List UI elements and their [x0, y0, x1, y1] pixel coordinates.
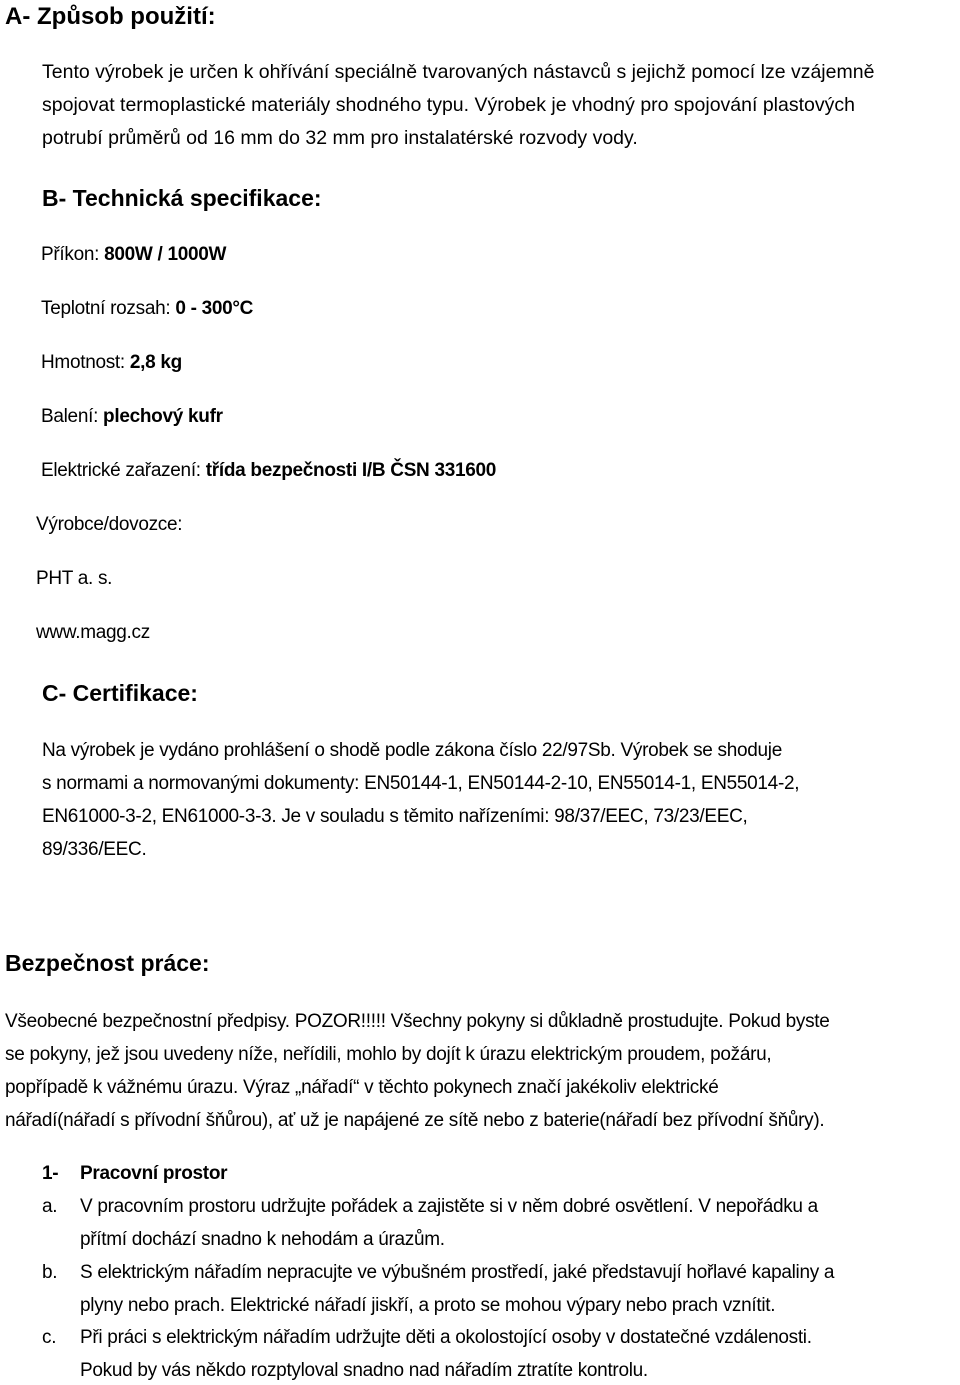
section-c-line: Na výrobek je vydáno prohlášení o shodě podle zákona číslo 22/97Sb. Výrobek se shoduje — [42, 740, 782, 761]
safety-line: se pokyny, jež jsou uvedeny níže, neřídili, mohlo by dojít k úrazu elektrickým proudem, požáru, — [5, 1044, 772, 1065]
spec-row-power — [41, 244, 226, 266]
spec-value: 0 - 300°C — [175, 298, 254, 319]
section-a-heading: A- Způsob použití: — [5, 3, 216, 30]
spec-label: Balení: — [41, 406, 99, 427]
spec-row-electrical-class — [41, 460, 496, 482]
list-item-marker: a. — [42, 1196, 58, 1217]
subsection-title: Pracovní prostor — [80, 1163, 228, 1184]
manufacturer-website: www.magg.cz — [36, 622, 150, 643]
spec-label: Elektrické zařazení: — [41, 460, 201, 481]
list-item-line: přítmí dochází snadno k nehodám a úrazům. — [80, 1229, 445, 1250]
spec-row-weight — [41, 352, 182, 374]
section-b-heading: B- Technická specifikace: — [42, 185, 322, 211]
spec-value: třída bezpečnosti I/B ČSN 331600 — [205, 460, 497, 481]
subsection-number: 1- — [42, 1163, 59, 1184]
section-c-line: EN61000-3-2, EN61000-3-3. Je v souladu s těmito nařízeními: 98/37/EEC, 73/23/EEC, — [42, 806, 748, 827]
list-item-marker: c. — [42, 1327, 57, 1348]
section-c-line: s normami a normovanými dokumenty: EN50144-1, EN50144-2-10, EN55014-1, EN55014-2, — [42, 773, 800, 794]
safety-heading: Bezpečnost práce: — [5, 950, 210, 976]
section-c-line: 89/336/EEC. — [42, 839, 147, 860]
spec-label: Příkon: — [41, 244, 100, 265]
section-a-line: spojovat termoplastické materiály shodného typu. Výrobek je vhodný pro spojování plastových — [42, 94, 855, 116]
safety-line: popřípadě k vážnému úrazu. Výraz „nářadí“ v těchto pokynech značí jakékoliv elektrické — [5, 1077, 719, 1098]
section-c-heading: C- Certifikace: — [42, 680, 198, 706]
spec-label: Teplotní rozsah: — [41, 298, 171, 319]
manufacturer-name: PHT a. s. — [36, 568, 113, 589]
list-item-line: S elektrickým nářadím nepracujte ve výbušném prostředí, jaké představují hořlavé kapaliny a — [80, 1262, 835, 1283]
spec-row-packaging — [41, 406, 223, 428]
spec-row-temperature — [41, 298, 253, 320]
spec-label: Hmotnost: — [41, 352, 125, 373]
manufacturer-label: Výrobce/dovozce: — [36, 514, 183, 535]
list-item-line: Pokud by vás někdo rozptyloval snadno nad nářadím ztratíte kontrolu. — [80, 1360, 648, 1381]
safety-line: Všeobecné bezpečnostní předpisy. POZOR!!!!! Všechny pokyny si důkladně prostudujte. Pokud byste — [5, 1011, 830, 1032]
section-a-line: potrubí průměrů od 16 mm do 32 mm pro instalatérské rozvody vody. — [42, 127, 638, 149]
list-item-line: V pracovním prostoru udržujte pořádek a zajistěte si v něm dobré osvětlení. V nepořádku a — [80, 1196, 818, 1217]
spec-value: 800W / 1000W — [104, 244, 227, 265]
list-item-marker: b. — [42, 1262, 58, 1283]
list-item-line: plyny nebo prach. Elektrické nářadí jiskří, a proto se mohou výpary nebo prach vznítit. — [80, 1295, 776, 1316]
spec-value: plechový kufr — [103, 406, 223, 427]
section-a-line: Tento výrobek je určen k ohřívání speciálně tvarovaných nástavců s jejichž pomocí lze vzájemně — [42, 61, 875, 83]
safety-line: nářadí(nářadí s přívodní šňůrou), ať už je napájené ze sítě nebo z baterie(nářadí bez přívodní šňůry). — [5, 1110, 825, 1131]
spec-value: 2,8 kg — [129, 352, 182, 373]
list-item-line: Při práci s elektrickým nářadím udržujte děti a okolostojící osoby v dostatečné vzdálenosti. — [80, 1327, 812, 1348]
